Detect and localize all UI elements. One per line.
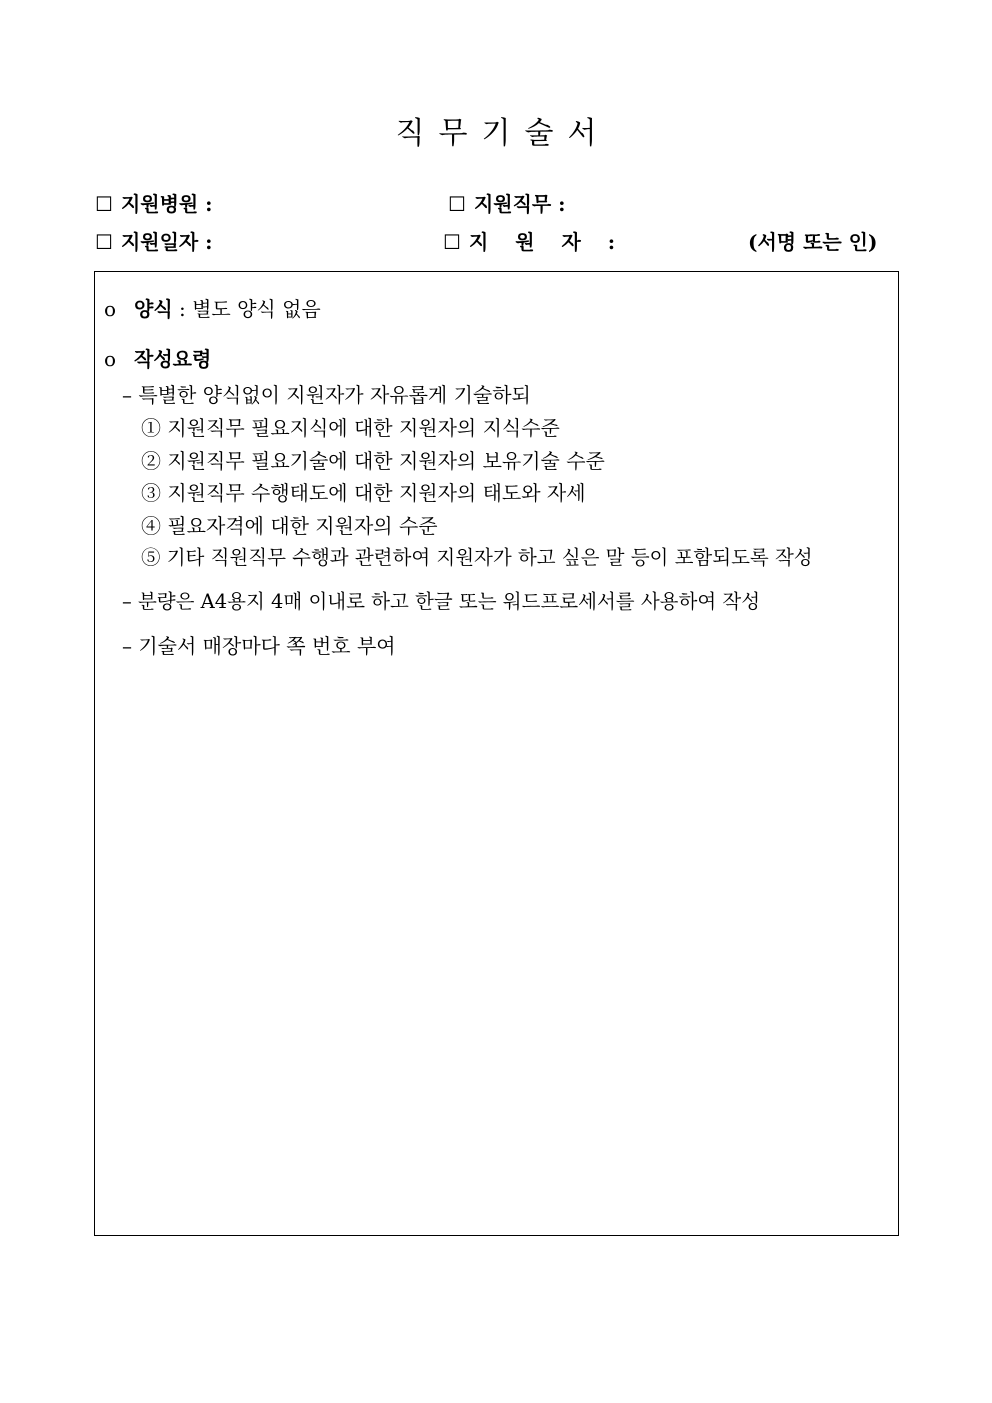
date-label: 지원일자 :: [120, 230, 213, 254]
form-value: : 별도 양식 없음: [179, 297, 321, 321]
guide-item: ② 지원직무 필요기술에 대한 지원자의 보유기술 수준: [141, 449, 605, 473]
guide-item: ⑤ 기타 직원직무 수행과 관련하여 지원자가 하고 싶은 말 등이 포함되도록 작성: [141, 546, 813, 569]
guide-item: – 기술서 매장마다 쪽 번호 부여: [122, 634, 396, 658]
checkbox-icon: ☐: [95, 230, 113, 254]
duty-label: 지원직무 :: [473, 192, 566, 216]
checkbox-icon: ☐: [95, 192, 113, 216]
duty-field: [448, 191, 566, 217]
guide-item: – 특별한 양식없이 지원자가 자유롭게 기술하되: [122, 383, 531, 407]
form-row: [104, 296, 321, 322]
document-title: 직무기술서: [395, 116, 611, 151]
guide-item: ④ 필요자격에 대한 지원자의 수준: [141, 514, 438, 538]
checkbox-icon: ☐: [443, 230, 461, 254]
guide-item: ① 지원직무 필요지식에 대한 지원자의 지식수준: [141, 416, 560, 440]
guide-label: 작성요령: [134, 347, 212, 371]
guide-row: [104, 346, 211, 372]
hospital-label: 지원병원 :: [120, 192, 213, 216]
form-label: 양식: [134, 297, 173, 321]
guide-item: ③ 지원직무 수행태도에 대한 지원자의 태도와 자세: [141, 481, 586, 505]
hospital-field: [95, 191, 213, 217]
bullet-icon: o: [104, 347, 117, 371]
bullet-icon: o: [104, 297, 117, 321]
signature-note: (서명 또는 인): [748, 230, 878, 254]
applicant-label: 지 원 자 :: [468, 230, 626, 254]
guide-item: – 분량은 A4용지 4매 이내로 하고 한글 또는 워드프로세서를 사용하여 작성: [122, 590, 761, 613]
checkbox-icon: ☐: [448, 192, 466, 216]
applicant-field: [443, 229, 625, 255]
date-field: [95, 229, 213, 255]
